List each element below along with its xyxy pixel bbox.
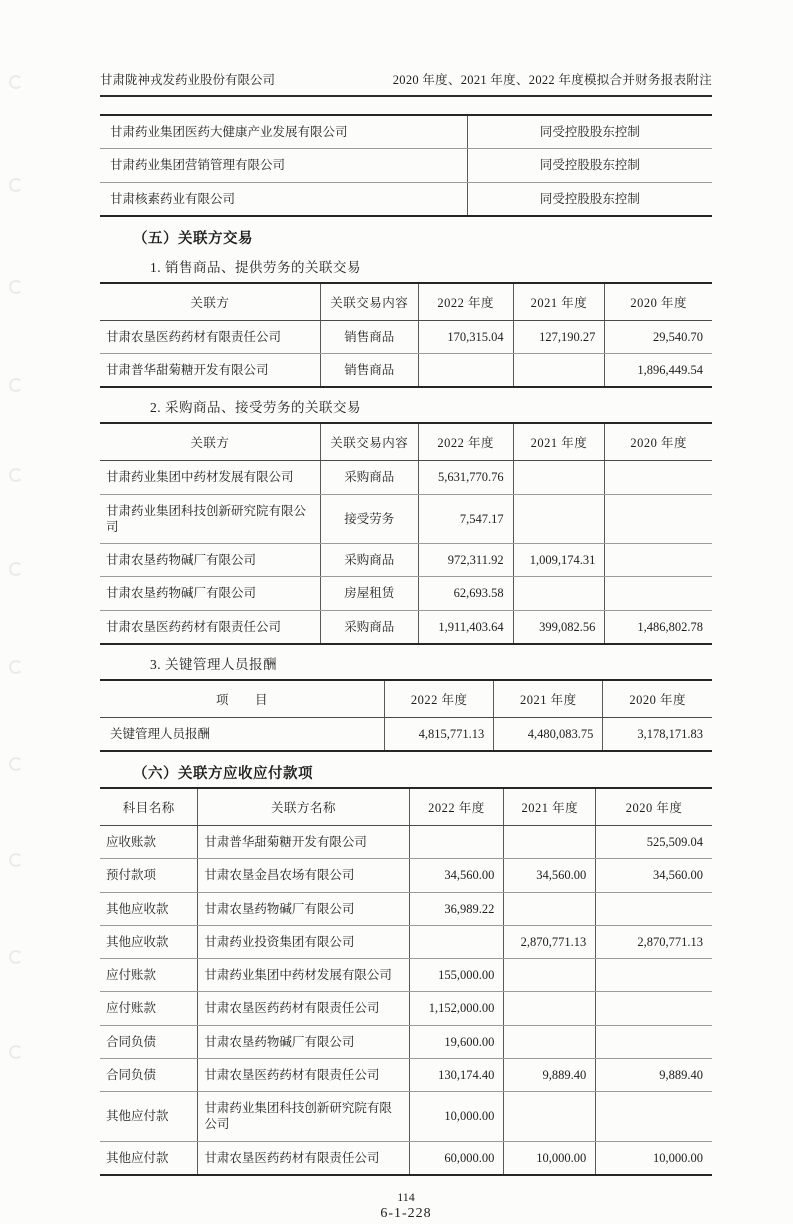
company-name: 甘肃陇神戎发药业股份有限公司 bbox=[100, 73, 276, 87]
table-cell: 1,152,000.00 bbox=[409, 992, 504, 1025]
table-cell: 1,911,403.64 bbox=[418, 610, 513, 644]
binder-hole-mark bbox=[9, 280, 23, 294]
table-row bbox=[100, 1141, 712, 1175]
table-row bbox=[100, 992, 712, 1025]
column-header: 2021 年度 bbox=[513, 423, 605, 461]
table-cell bbox=[605, 494, 712, 544]
column-header: 关联方名称 bbox=[198, 788, 409, 826]
table-cell: 甘肃核素药业有限公司 bbox=[100, 182, 467, 216]
column-header: 项 目 bbox=[100, 680, 385, 718]
table-row bbox=[100, 1025, 712, 1058]
table-cell: 甘肃农垦医药药材有限责任公司 bbox=[100, 610, 320, 644]
binder-hole-mark bbox=[9, 660, 23, 674]
table-cell: 972,311.92 bbox=[418, 544, 513, 577]
column-header: 2022 年度 bbox=[418, 283, 513, 321]
table-cell: 其他应付款 bbox=[100, 1141, 198, 1175]
binder-hole-mark bbox=[9, 75, 23, 89]
table-cell bbox=[605, 461, 712, 494]
column-header: 2020 年度 bbox=[605, 283, 712, 321]
table-cell: 1,486,802.78 bbox=[637, 619, 703, 634]
related-party-balances-table bbox=[100, 787, 712, 1176]
table-cell: 10,000.00 bbox=[409, 1092, 504, 1142]
binder-hole-mark bbox=[9, 950, 23, 964]
table-cell: 同受控股股东控制 bbox=[467, 149, 712, 182]
table-cell: 甘肃药业集团中药材发展有限公司 bbox=[100, 461, 320, 494]
table-cell: 合同负债 bbox=[100, 1058, 198, 1091]
table-row bbox=[100, 577, 712, 610]
table-cell bbox=[605, 544, 712, 577]
purchase-transactions-table bbox=[100, 422, 712, 645]
table-cell: 7,547.17 bbox=[418, 494, 513, 544]
table-cell: 2,870,771.13 bbox=[596, 925, 712, 958]
table-row bbox=[100, 1092, 712, 1142]
column-header: 2021 年度 bbox=[494, 680, 603, 718]
table-row bbox=[100, 149, 712, 182]
table-cell bbox=[596, 892, 712, 925]
table-cell: 170,315.04 bbox=[418, 320, 513, 353]
column-header: 关联交易内容 bbox=[320, 423, 418, 461]
table-cell: 127,190.27 bbox=[513, 320, 605, 353]
column-header: 关联交易内容 bbox=[320, 283, 418, 321]
table-cell bbox=[513, 461, 605, 494]
page-number: 114 bbox=[397, 1189, 415, 1204]
table-cell bbox=[596, 992, 712, 1025]
table-cell: 甘肃药业集团科技创新研究院有限公司 bbox=[198, 1092, 409, 1142]
table-cell bbox=[418, 354, 513, 388]
column-header: 2020 年度 bbox=[605, 423, 712, 461]
table-row bbox=[100, 494, 712, 544]
key-management-compensation-table bbox=[100, 679, 712, 752]
table-cell: 合同负债 bbox=[100, 1025, 198, 1058]
table-cell: 34,560.00 bbox=[409, 859, 504, 892]
table-cell bbox=[504, 1025, 596, 1058]
table-row bbox=[100, 320, 712, 353]
table-cell: 采购商品 bbox=[320, 544, 418, 577]
table-cell: 9,889.40 bbox=[504, 1058, 596, 1091]
table-cell bbox=[504, 892, 596, 925]
section-5-title: （五）关联方交易 bbox=[133, 230, 253, 247]
table-cell: 甘肃药业集团营销管理有限公司 bbox=[100, 149, 467, 182]
table-cell: 销售商品 bbox=[320, 320, 418, 353]
table-cell: 同受控股股东控制 bbox=[467, 115, 712, 149]
section-5-1-title: 1. 销售商品、提供劳务的关联交易 bbox=[150, 259, 361, 275]
binder-hole-mark bbox=[9, 853, 23, 867]
table-cell: 34,560.00 bbox=[504, 859, 596, 892]
table-cell: 5,631,770.76 bbox=[418, 461, 513, 494]
binder-hole-mark bbox=[9, 468, 23, 482]
table-cell: 甘肃农垦药物碱厂有限公司 bbox=[198, 892, 409, 925]
table-cell: 525,509.04 bbox=[596, 826, 712, 859]
column-header: 2022 年度 bbox=[418, 423, 513, 461]
binder-hole-mark bbox=[9, 757, 23, 771]
table-cell: 甘肃药业集团科技创新研究院有限公司 bbox=[100, 494, 320, 544]
binder-hole-mark bbox=[9, 562, 23, 576]
table-header-row bbox=[100, 788, 712, 826]
table-cell: 接受劳务 bbox=[320, 494, 418, 544]
table-cell bbox=[504, 1092, 596, 1142]
section-5-2-title: 2. 采购商品、接受劳务的关联交易 bbox=[150, 400, 361, 416]
table-cell bbox=[513, 577, 605, 610]
table-row bbox=[100, 115, 712, 149]
section-6-title: （六）关联方应收应付款项 bbox=[133, 766, 313, 782]
sales-transactions-table bbox=[100, 282, 712, 389]
table-cell: 甘肃农垦药物碱厂有限公司 bbox=[100, 577, 320, 610]
table-cell: 甘肃农垦医药药材有限责任公司 bbox=[100, 320, 320, 353]
report-title: 2020 年度、2021 年度、2022 年度模拟合并财务报表附注 bbox=[392, 73, 712, 87]
binder-hole-mark bbox=[9, 1045, 23, 1059]
column-header: 2022 年度 bbox=[385, 680, 494, 718]
column-header: 2021 年度 bbox=[513, 283, 605, 321]
table-row bbox=[100, 610, 712, 644]
table-cell: 4,815,771.13 bbox=[385, 717, 494, 751]
table-cell: 房屋租赁 bbox=[320, 577, 418, 610]
binder-hole-mark bbox=[9, 378, 23, 392]
table-cell: 9,889.40 bbox=[596, 1058, 712, 1091]
table-cell bbox=[513, 354, 605, 388]
table-cell: 采购商品 bbox=[320, 610, 418, 644]
table-cell bbox=[596, 1025, 712, 1058]
table-row bbox=[100, 826, 712, 859]
table-cell: 甘肃农垦医药药材有限责任公司 bbox=[198, 1141, 409, 1175]
table-cell: 销售商品 bbox=[320, 354, 418, 388]
table-row bbox=[100, 354, 712, 388]
table-cell: 应付账款 bbox=[100, 992, 198, 1025]
column-header: 2020 年度 bbox=[596, 788, 712, 826]
column-header: 关联方 bbox=[100, 423, 320, 461]
table-cell: 采购商品 bbox=[320, 461, 418, 494]
table-cell: 甘肃普华甜菊糖开发有限公司 bbox=[198, 826, 409, 859]
table-cell: 62,693.58 bbox=[418, 577, 513, 610]
table-cell bbox=[409, 925, 504, 958]
table-cell: 10,000.00 bbox=[653, 1150, 703, 1165]
table-cell bbox=[504, 826, 596, 859]
table-header-row bbox=[100, 680, 712, 718]
table-row bbox=[100, 717, 712, 751]
table-cell: 同受控股股东控制 bbox=[539, 191, 640, 206]
table-cell: 甘肃农垦药物碱厂有限公司 bbox=[198, 1025, 409, 1058]
table-cell: 2,870,771.13 bbox=[504, 925, 596, 958]
column-header: 科目名称 bbox=[100, 788, 198, 826]
table-cell: 34,560.00 bbox=[596, 859, 712, 892]
column-header: 2021 年度 bbox=[504, 788, 596, 826]
table-row bbox=[100, 461, 712, 494]
table-cell: 关键管理人员报酬 bbox=[100, 717, 385, 751]
table-cell: 1,009,174.31 bbox=[513, 544, 605, 577]
table-row bbox=[100, 1058, 712, 1091]
table-cell: 399,082.56 bbox=[513, 610, 605, 644]
table-cell bbox=[504, 992, 596, 1025]
table-cell: 甘肃农垦金昌农场有限公司 bbox=[198, 859, 409, 892]
table-cell: 其他应收款 bbox=[100, 892, 198, 925]
table-cell bbox=[409, 826, 504, 859]
column-header: 关联方 bbox=[100, 283, 320, 321]
table-cell: 其他应收款 bbox=[100, 925, 198, 958]
column-header: 2020 年度 bbox=[603, 680, 712, 718]
document-page bbox=[100, 0, 712, 1224]
column-header: 2022 年度 bbox=[409, 788, 504, 826]
table-cell bbox=[513, 494, 605, 544]
table-cell: 甘肃药业集团中药材发展有限公司 bbox=[198, 959, 409, 992]
table-cell bbox=[605, 577, 712, 610]
table-cell: 3,178,171.83 bbox=[637, 726, 703, 741]
table-cell bbox=[596, 959, 712, 992]
table-cell: 其他应付款 bbox=[100, 1092, 198, 1142]
table-cell: 19,600.00 bbox=[409, 1025, 504, 1058]
table-cell: 4,480,083.75 bbox=[494, 717, 603, 751]
table-row bbox=[100, 859, 712, 892]
table-cell: 甘肃药业投资集团有限公司 bbox=[198, 925, 409, 958]
page-footer bbox=[100, 1189, 712, 1224]
table-row bbox=[100, 544, 712, 577]
table-header-row bbox=[100, 423, 712, 461]
table-cell bbox=[596, 1092, 712, 1142]
table-row bbox=[100, 925, 712, 958]
table-row bbox=[100, 892, 712, 925]
table-cell: 60,000.00 bbox=[409, 1141, 504, 1175]
table-cell: 36,989.22 bbox=[409, 892, 504, 925]
table-cell: 1,896,449.54 bbox=[637, 363, 703, 377]
related-party-control-table bbox=[100, 114, 712, 217]
section-5-3-title: 3. 关键管理人员报酬 bbox=[150, 656, 277, 672]
table-cell: 130,174.40 bbox=[409, 1058, 504, 1091]
table-cell: 155,000.00 bbox=[409, 959, 504, 992]
table-cell: 甘肃农垦药物碱厂有限公司 bbox=[100, 544, 320, 577]
page-header bbox=[100, 70, 712, 97]
table-cell bbox=[504, 959, 596, 992]
table-cell: 预付款项 bbox=[100, 859, 198, 892]
table-header-row bbox=[100, 283, 712, 321]
table-cell: 甘肃农垦医药药材有限责任公司 bbox=[198, 1058, 409, 1091]
table-cell: 10,000.00 bbox=[504, 1141, 596, 1175]
table-cell: 应付账款 bbox=[100, 959, 198, 992]
table-cell: 29,540.70 bbox=[605, 320, 712, 353]
table-cell: 甘肃药业集团医药大健康产业发展有限公司 bbox=[100, 115, 467, 149]
table-cell: 甘肃农垦医药药材有限责任公司 bbox=[198, 992, 409, 1025]
table-row bbox=[100, 182, 712, 216]
table-cell: 甘肃普华甜菊糖开发有限公司 bbox=[100, 354, 320, 388]
table-row bbox=[100, 959, 712, 992]
binder-hole-mark bbox=[9, 178, 23, 192]
doc-number: 6-1-228 bbox=[380, 1205, 432, 1221]
table-cell: 应收账款 bbox=[100, 826, 198, 859]
